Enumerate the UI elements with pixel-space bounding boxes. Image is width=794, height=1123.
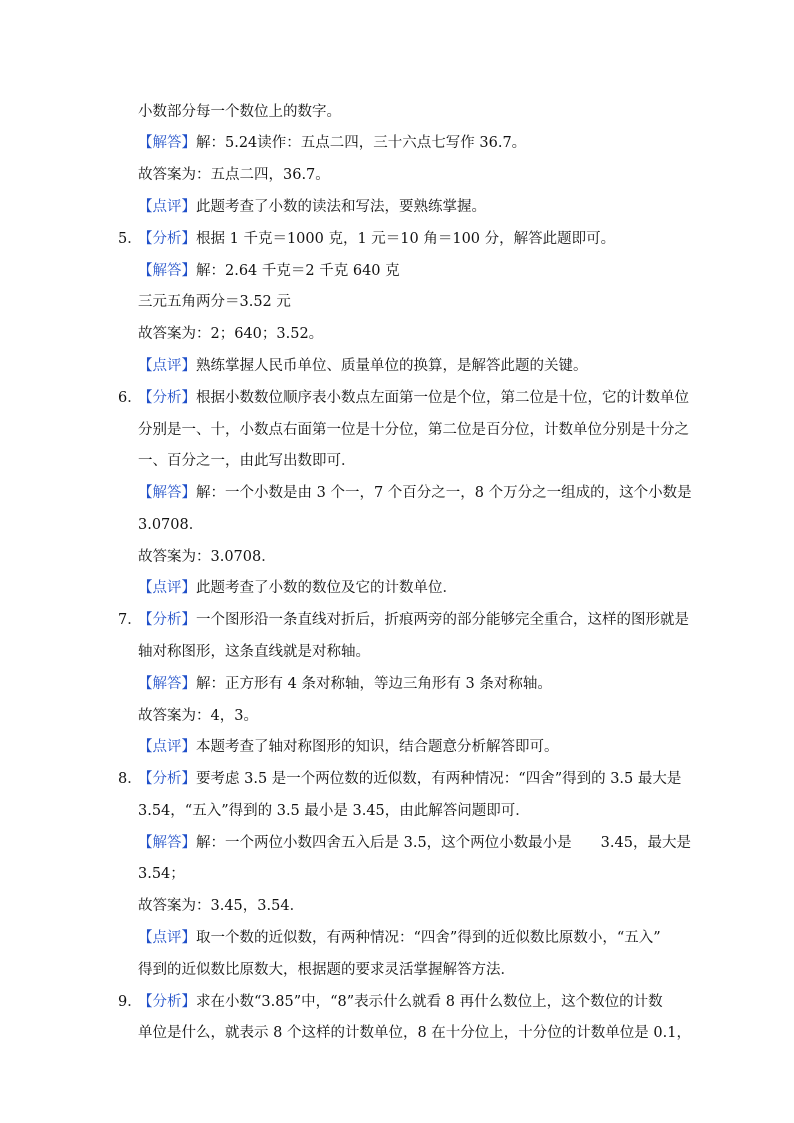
q7-number: 7． [118,612,142,628]
q8-analysis: 【分析】要考虑 3.5 是一个两位数的近似数，有两种情况：“四舍”得到的 3.5 最大是 [138,771,682,787]
q7-answer: 【解答】解：正方形有 4 条对称轴，等边三角形有 3 条对称轴。 [138,676,552,692]
q5-comment: 【点评】熟练掌握人民币单位、质量单位的换算，是解答此题的关键。 [138,358,588,374]
q5-number: 5． [118,231,142,247]
q6-comment: 【点评】此题考查了小数的数位及它的计数单位． [138,580,457,596]
q9-analysis: 【分析】求在小数“3.85”中，“8”表示什么就看 8 再什么数位上，这个数位的计数 [138,994,663,1010]
q4-answer: 【解答】解：5.24读作：五点二四，三十六点七写作 36.7。 [138,135,527,151]
q7-analysis: 【分析】一个图形沿一条直线对折后，折痕两旁的部分能够完全重合，这样的图形就是 [138,612,689,628]
q8-answer-2: 3.54； [138,866,185,882]
q8-analysis-2: 3.54，“五入”得到的 3.5 最小是 3.45，由此解答问题即可． [138,803,530,819]
answer-tag: 【解答】 [138,835,196,851]
q6-analysis-3: 一、百分之一，由此写出数即可． [138,453,356,469]
q9-number: 9． [118,994,142,1010]
comment-tag: 【点评】 [138,358,196,374]
analysis-tag: 【分析】 [138,231,196,247]
q5-answer: 【解答】解：2.64 千克＝2 千克 640 克 [138,263,400,279]
answer-tag: 【解答】 [138,135,196,151]
q4-result: 故答案为：五点二四，36.7。 [138,167,330,183]
answer-tag: 【解答】 [138,676,196,692]
q7-analysis-2: 轴对称图形，这条直线就是对称轴。 [138,644,370,660]
answer-tag: 【解答】 [138,263,196,279]
analysis-tag: 【分析】 [138,390,196,406]
comment-tag: 【点评】 [138,739,196,755]
answer-tag: 【解答】 [138,485,196,501]
q8-result: 故答案为：3.45，3.54． [138,898,305,914]
q8-number: 8． [118,771,142,787]
intro-line: 小数部分每一个数位上的数字。 [138,104,341,120]
q4-comment: 【点评】此题考查了小数的读法和写法，要熟练掌握。 [138,199,486,215]
q6-answer-2: 3.0708． [138,517,204,533]
analysis-tag: 【分析】 [138,612,196,628]
analysis-tag: 【分析】 [138,994,196,1010]
q8-comment-2: 得到的近似数比原数大，根据题的要求灵活掌握解答方法． [138,962,515,978]
comment-tag: 【点评】 [138,930,196,946]
q6-analysis: 【分析】根据小数数位顺序表小数点左面第一位是个位，第二位是十位，它的计数单位 [138,390,689,406]
comment-tag: 【点评】 [138,580,196,596]
q8-answer: 【解答】解：一个两位小数四舍五入后是 3.5，这个两位小数最小是 3.45，最大是 [138,835,691,851]
q6-number: 6． [118,390,142,406]
q6-answer: 【解答】解：一个小数是由 3 个一，7 个百分之一，8 个万分之一组成的，这个小数是 [138,485,692,501]
q5-answer-2: 三元五角两分＝3.52 元 [138,294,291,310]
q7-comment: 【点评】本题考查了轴对称图形的知识，结合题意分析解答即可。 [138,739,559,755]
analysis-tag: 【分析】 [138,771,196,787]
q5-analysis: 【分析】根据 1 千克＝1000 克，1 元＝10 角＝100 分，解答此题即可。 [138,231,616,247]
q7-result: 故答案为：4，3。 [138,708,258,724]
q9-analysis-2: 单位是什么，就表示 8 个这样的计数单位，8 在十分位上，十分位的计数单位是 0.1， [138,1025,691,1041]
q6-result: 故答案为：3.0708． [138,549,276,565]
comment-tag: 【点评】 [138,199,196,215]
q8-comment: 【点评】取一个数的近似数，有两种情况：“四舍”得到的近似数比原数小，“五入” [138,930,661,946]
q6-analysis-2: 分别是一、十，小数点右面第一位是十分位，第二位是百分位，计数单位分别是十分之 [138,422,689,438]
q5-result: 故答案为：2；640；3.52。 [138,326,324,342]
